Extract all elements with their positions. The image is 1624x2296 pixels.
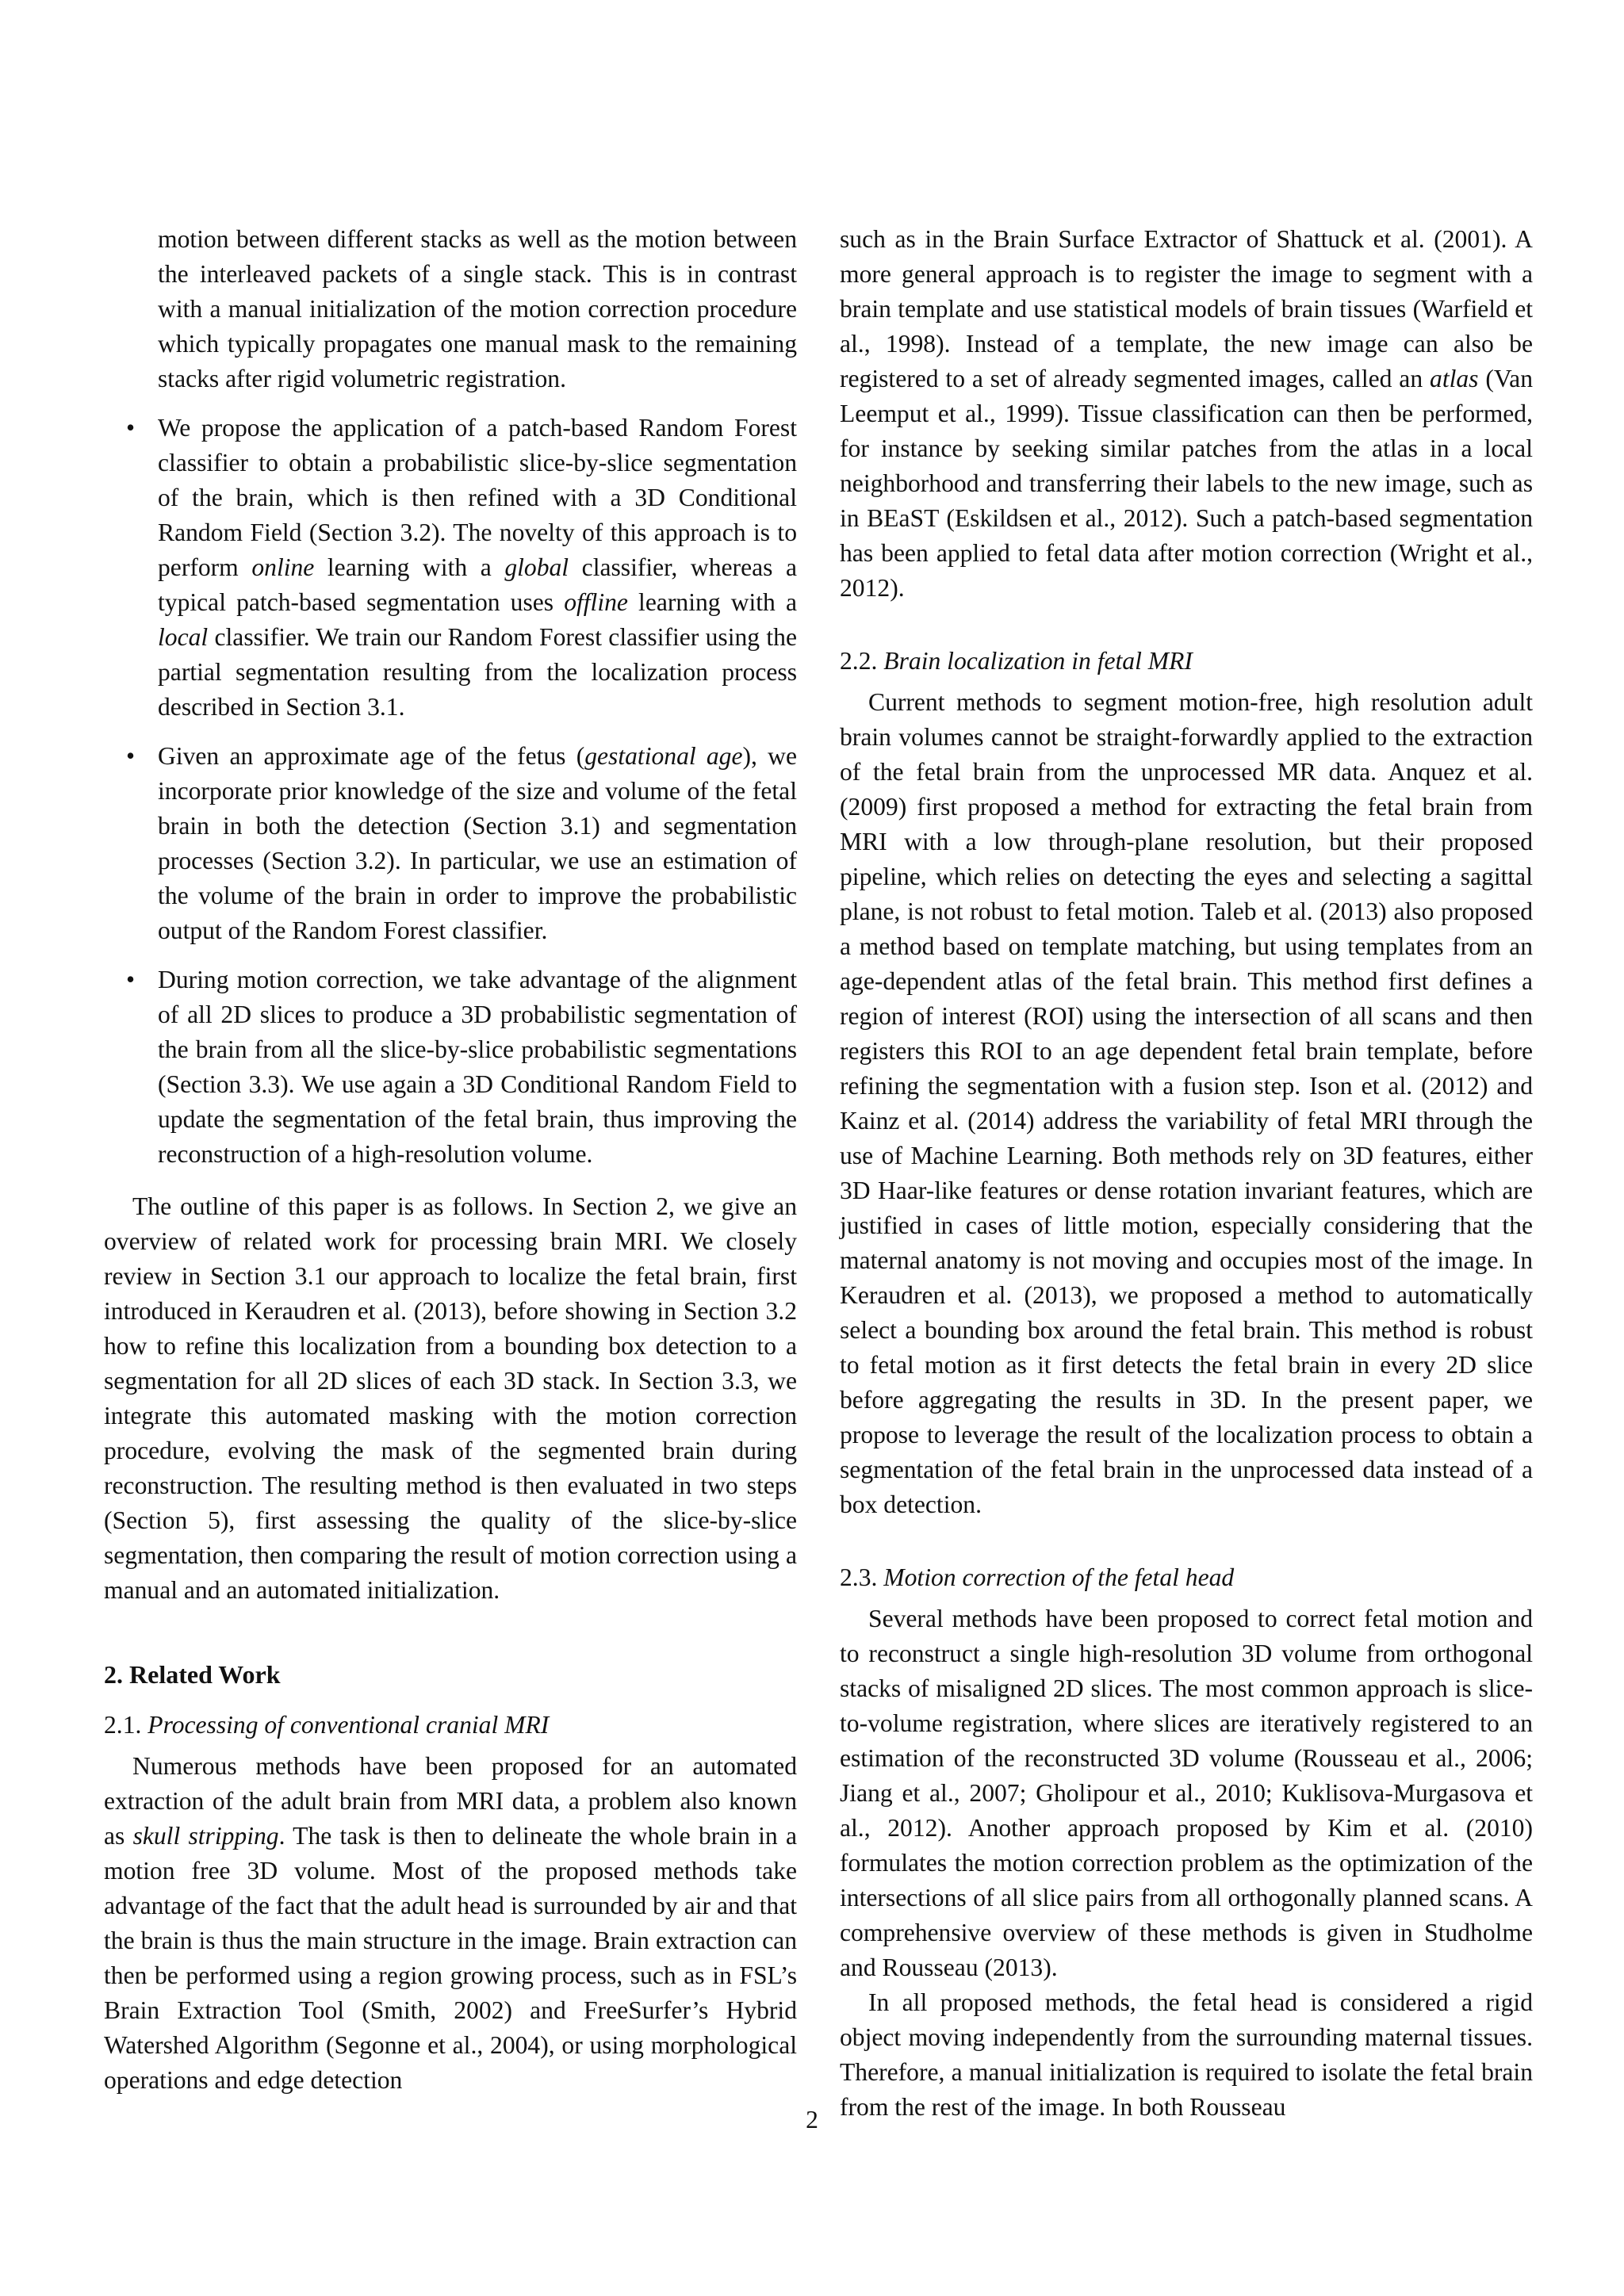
emphasis-text: offline xyxy=(564,588,628,616)
subsection-title: Processing of conventional cranial MRI xyxy=(147,1711,550,1739)
left-column xyxy=(104,222,797,2098)
emphasis-text: global xyxy=(504,553,569,581)
bullet-text: ), we incorporate prior knowledge of the size and volume of the fetal brain in both the detection (Section 3.1) and segmentation processes (Section 3.2). In particular, we use an estimation of the volume of the brain in order to improve the probabilistic output of the Random Forest classifier. xyxy=(158,742,797,944)
intro-continuation-text: motion between different stacks as well as the motion between the interleaved packets of a single stack. This is in contrast with a manual initialization of the motion correction procedure which typically propagates one manual mask to the remaining stacks after rigid volumetric registration. xyxy=(158,225,797,392)
paragraph-2-3-a: Several methods have been proposed to correct fetal motion and to reconstruct a single high-resolution 3D volume from orthogonal stacks of misaligned 2D slices. The most common approach is slice-to-volume registration, where slices are iteratively registered to an estimation of the reconstructed 3D volume (Rousseau et al., 2006; Jiang et al., 2007; Gholipour et al., 2010; Kuklisova-Murgasova et al., 2012). Another approach proposed by Kim et al. (2010) formulates the motion correction problem as the optimization of the intersections of all slice pairs from all orthogonally planned scans. A comprehensive overview of these methods is given in Studholme and Rousseau (2013). xyxy=(840,1605,1533,1981)
contributions-list xyxy=(104,222,797,396)
subsection-heading-2-3 xyxy=(840,1560,1533,1595)
subsection-title: Motion correction of the fetal head xyxy=(883,1563,1235,1591)
paragraph-text: (Van Leemput et al., 1999). Tissue classification can then be performed, for instance by seeking similar patches from the atlas in a local neighborhood and transferring their labels to the new image, such as in BEaST (Eskildsen et al., 2012). Such a patch-based segmentation has been applied to fetal data after motion correction (Wright et al., 2012). xyxy=(840,365,1533,602)
bullet-text: learning with a xyxy=(627,588,797,616)
paragraph-2-1-continuation xyxy=(840,222,1533,606)
list-item xyxy=(158,739,797,948)
paragraph-text: such as in the Brain Surface Extractor of Shattuck et al. (2001). A more general approach is to register the image to segment with a brain template and use statistical models of brain tissues (Warfield et al., 1998). Instead of a template, the new image can also be registered to a set of already segmented images, called an xyxy=(840,225,1533,392)
paragraph-text: Numerous methods have been proposed for an automated extraction of the adult brain from MRI data, a problem also known as xyxy=(104,1752,797,1850)
list-item-continuation xyxy=(158,222,797,396)
subsection-title: Brain localization in fetal MRI xyxy=(883,647,1193,675)
subsection-heading-2-2 xyxy=(840,644,1533,679)
subsection-heading-2-1 xyxy=(104,1708,797,1743)
paragraph-2-2: Current methods to segment motion-free, high resolution adult brain volumes cannot be straight-forwardly applied to the extraction of the fetal brain from the unprocessed MR data. Anquez et al. (2009) first proposed a method for extracting the fetal brain from MRI with a low through-plane resolution, but their proposed pipeline, which relies on detecting the eyes and selecting a sagittal plane, is not robust to fetal motion. Taleb et al. (2013) also proposed a method based on template matching, but using templates from an age-dependent atlas of the fetal brain. This method first defines a region of interest (ROI) using the intersection of all scans and then registers this ROI to an age dependent fetal brain template, before refining the segmentation with a fusion step. Ison et al. (2012) and Kainz et al. (2014) address the variability of fetal MRI through the use of Machine Learning. Both methods rely on 3D features, either 3D Haar-like features or dense rotation invariant features, which are justified in cases of little motion, especially considering that the maternal anatomy is not moving and occupies most of the image. In Keraudren et al. (2013), we proposed a method to automatically select a bounding box around the fetal brain. This method is robust to fetal motion as it first detects the fetal brain in every 2D slice before aggregating the results in 3D. In the present paper, we propose to leverage the result of the localization process to obtain a segmentation of the fetal brain in the unprocessed data instead of a box detection. xyxy=(840,688,1533,1518)
emphasis-text: atlas xyxy=(1430,365,1479,392)
subsection-number: 2.1. xyxy=(104,1711,142,1739)
subsection-number: 2.2. xyxy=(840,647,878,675)
emphasis-text: gestational age xyxy=(584,742,743,770)
bullet-text: We propose the application of a patch-based Random Forest classifier to obtain a probabilistic slice-by-slice segmentation of the brain, which is then refined with a 3D Conditional Random Field (Section 3.2). The novelty of this approach is to perform xyxy=(158,414,797,581)
bullet-text: During motion correction, we take advantage of the alignment of all 2D slices to produce a 3D probabilistic segmentation of the brain from all the slice-by-slice probabilistic segmentations (Section 3.3). We use again a 3D Conditional Random Field to update the segmentation of the fetal brain, thus improving the reconstruction of a high-resolution volume. xyxy=(158,966,797,1168)
paragraph-text: . The task is then to delineate the whole brain in a motion free 3D volume. Most of the proposed methods take advantage of the fact that the adult head is surrounded by air and that the brain is thus the main structure in the image. Brain extraction can then be performed using a region growing process, such as in FSL’s Brain Extraction Tool (Smith, 2002) and FreeSurfer’s Hybrid Watershed Algorithm (Segonne et al., 2004), or using morphological operations and edge detection xyxy=(104,1822,797,2094)
page-number: 2 xyxy=(806,2106,818,2133)
bullet-text: Given an approximate age of the fetus ( xyxy=(158,742,585,770)
outline-paragraph: The outline of this paper is as follows. In Section 2, we give an overview of related work for processing brain MRI. We closely review in Section 3.1 our approach to localize the fetal brain, first introduced in Keraudren et al. (2013), before showing in Section 3.2 how to refine this localization from a bounding box detection to a segmentation for all 2D slices of each 3D stack. In Section 3.3, we integrate this automated masking with the motion correction procedure, evolving the mask of the segmented brain during reconstruction. The resulting method is then evaluated in two steps (Section 5), first assessing the quality of the slice-by-slice segmentation, then comparing the result of motion correction using a manual and an automated initialization. xyxy=(104,1192,797,1604)
contributions-bullets xyxy=(104,411,797,1172)
bullet-text: classifier, whereas a typical patch-based segmentation uses xyxy=(158,553,798,616)
right-column xyxy=(840,222,1533,2125)
list-item xyxy=(158,411,797,725)
list-item xyxy=(158,962,797,1172)
emphasis-text: skull stripping xyxy=(132,1822,279,1850)
bullet-text: classifier. We train our Random Forest classifier using the partial segmentation resulting from the localization process described in Section 3.1. xyxy=(158,623,797,721)
emphasis-text: online xyxy=(251,553,315,581)
paragraph-2-3-b: In all proposed methods, the fetal head is considered a rigid object moving independently from the surrounding maternal tissues. Therefore, a manual initialization is required to isolate the fetal brain from the rest of the image. In both Rousseau xyxy=(840,1988,1533,2121)
paragraph-2-1 xyxy=(104,1749,797,2098)
section-heading-related-work: 2. Related Work xyxy=(104,1660,281,1689)
emphasis-text: local xyxy=(158,623,209,651)
subsection-number: 2.3. xyxy=(840,1563,878,1591)
bullet-text: learning with a xyxy=(314,553,505,581)
